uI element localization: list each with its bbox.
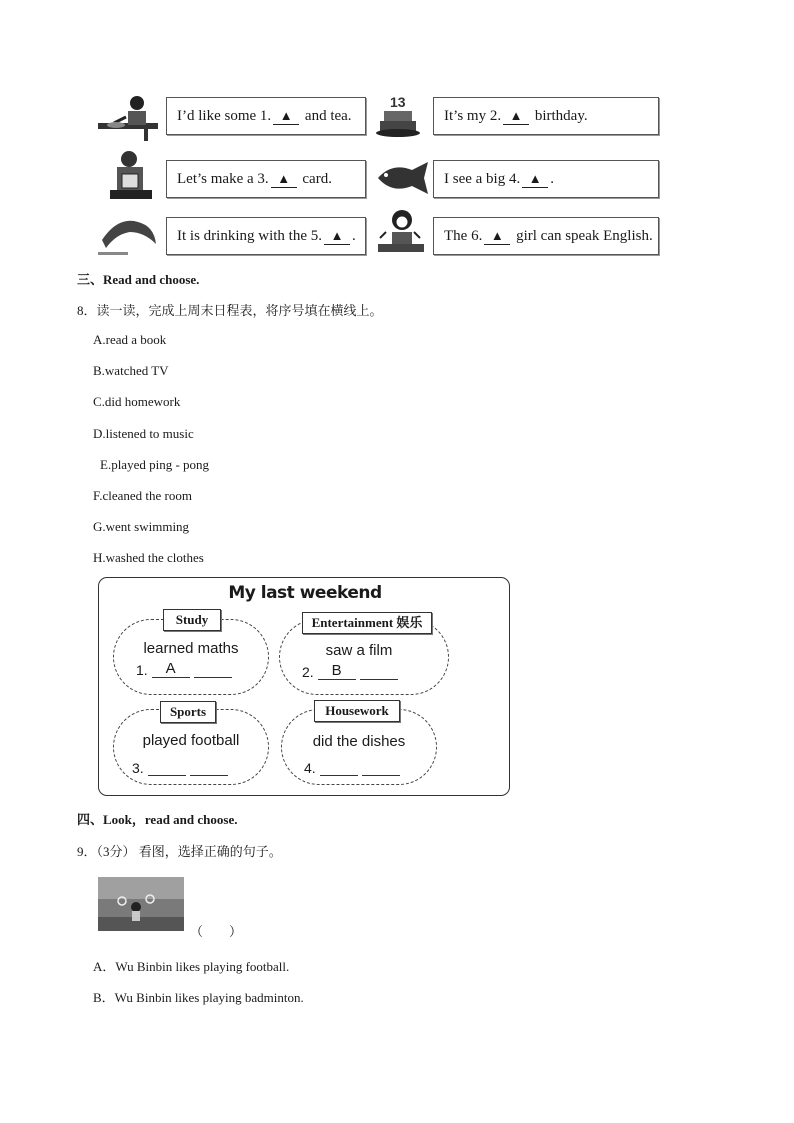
option-9b: B．Wu Binbin likes playing badminton. bbox=[93, 990, 304, 1005]
answer-line-2: 2. B bbox=[302, 662, 398, 680]
svg-text:13: 13 bbox=[390, 94, 406, 110]
sentence-box-3: Let’s make a 3. ▲ card. bbox=[166, 160, 366, 198]
sentence-box-1: I’d like some 1. ▲ and tea. bbox=[166, 97, 366, 135]
answer-line-4: 4. bbox=[304, 758, 400, 776]
answer-bracket[interactable]: （ ） bbox=[190, 924, 243, 939]
entertainment-tag: Entertainment 娱乐 bbox=[302, 612, 432, 634]
answer-4b[interactable] bbox=[362, 758, 400, 776]
option-h: H.washed the clothes bbox=[93, 550, 204, 565]
answer-4a[interactable] bbox=[320, 758, 358, 776]
study-tag: Study bbox=[163, 609, 221, 631]
option-9a: A．Wu Binbin likes playing football. bbox=[93, 959, 290, 974]
sentence-box-4: I see a big 4. ▲ . bbox=[433, 160, 659, 198]
answer-3b[interactable] bbox=[190, 758, 228, 776]
answer-2b[interactable] bbox=[360, 662, 398, 680]
weekend-panel bbox=[98, 577, 510, 796]
boy-eating-icon bbox=[98, 95, 158, 141]
sports-activity: played football bbox=[142, 732, 240, 749]
option-a: A.read a book bbox=[93, 332, 167, 347]
answer-3a[interactable] bbox=[148, 758, 186, 776]
sentence-box-5: It is drinking with the 5. ▲ . bbox=[166, 217, 366, 255]
question-9: 9．（3分） 看图，选择正确的句子。 bbox=[77, 844, 282, 859]
option-e: E.played ping - pong bbox=[100, 457, 210, 472]
girl-with-cake-icon bbox=[374, 208, 428, 256]
option-f: F.cleaned the room bbox=[93, 488, 192, 503]
option-c: C.did homework bbox=[93, 394, 181, 409]
study-activity: learned maths bbox=[143, 640, 239, 657]
question-8: 8．读一读，完成上周末日程表，将序号填在横线上。 bbox=[77, 303, 383, 318]
option-b: B.watched TV bbox=[93, 363, 169, 378]
elephant-trunk-icon bbox=[98, 212, 158, 256]
sports-tag: Sports bbox=[160, 701, 216, 723]
fish-icon bbox=[374, 160, 430, 196]
section4-heading: 四、Look，read and choose. bbox=[77, 812, 238, 827]
sentence-box-6: The 6. ▲ girl can speak English. bbox=[433, 217, 659, 255]
panel-title: My last weekend bbox=[228, 583, 382, 603]
answer-1a[interactable]: A bbox=[152, 660, 190, 678]
option-g: G.went swimming bbox=[93, 519, 190, 534]
entertainment-activity: saw a film bbox=[325, 642, 393, 659]
answer-2a[interactable]: B bbox=[318, 662, 356, 680]
badminton-photo bbox=[98, 877, 184, 931]
answer-line-1: 1. A bbox=[136, 660, 232, 678]
birthday-cake-icon bbox=[374, 93, 422, 139]
sentence-box-2: It’s my 2. ▲ birthday. bbox=[433, 97, 659, 135]
option-d: D.listened to music bbox=[93, 426, 194, 441]
answer-line-3: 3. bbox=[132, 758, 228, 776]
boy-making-card-icon bbox=[108, 150, 154, 200]
answer-1b[interactable] bbox=[194, 660, 232, 678]
housework-activity: did the dishes bbox=[312, 733, 406, 750]
housework-tag: Housework bbox=[314, 700, 400, 722]
section3-heading: 三、Read and choose. bbox=[77, 272, 200, 287]
